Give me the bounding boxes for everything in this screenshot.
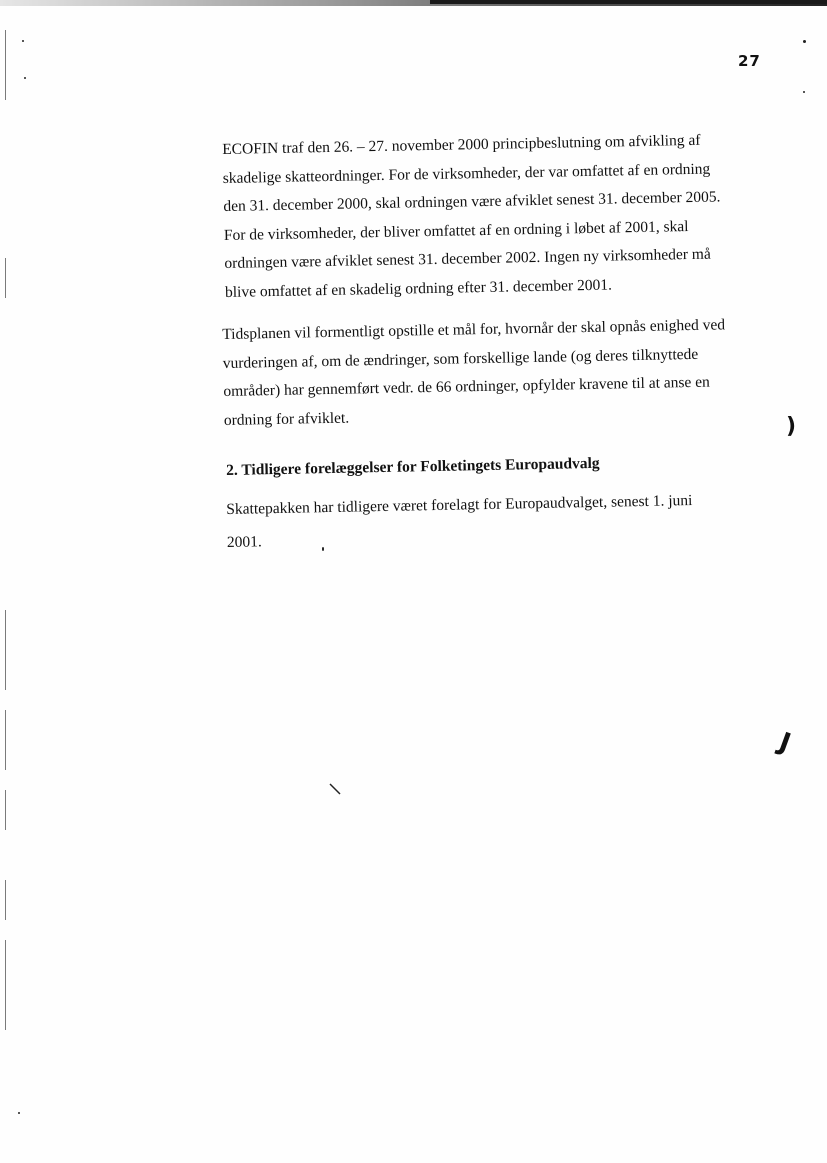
scan-speck <box>24 77 26 79</box>
text-line: områder) har gennemført vedr. de 66 ordninger, opfylder kravene til at anse en <box>223 373 711 401</box>
binding-mark: J <box>775 727 795 759</box>
text-line: Tidsplanen vil formentligt opstille et mål for, hvornår der skal opnås enighed ved <box>222 316 726 343</box>
scan-left-rule <box>5 790 6 830</box>
text-line: ordning for afviklet. <box>223 409 350 429</box>
section-heading: 2. Tidligere forelæggelser for Folketingets Europaudvalg <box>226 454 600 479</box>
text-line: Skattepakken har tidligere været forelagt for Europaudvalget, senest 1. juni <box>226 492 693 518</box>
scan-speck <box>803 40 806 43</box>
scan-left-rule <box>5 880 6 920</box>
scan-speck <box>803 91 805 93</box>
binding-mark: ) <box>786 414 797 439</box>
scan-speck <box>18 1112 20 1114</box>
page-number: 27 <box>738 52 761 70</box>
text-line: vurderingen af, om de ændringer, som forskellige lande (og deres tilknyttede <box>222 345 699 372</box>
scan-top-edge-dark <box>430 0 827 4</box>
scan-left-rule <box>5 710 6 770</box>
scan-left-rule <box>5 940 6 1030</box>
text-line: ordningen være afviklet senest 31. december 2002. Ingen ny virksomheder må <box>224 246 711 273</box>
paragraph-tidsplanen <box>222 310 784 435</box>
scan-left-rule <box>5 258 6 298</box>
paragraph-ecofin <box>222 125 785 307</box>
text-line: den 31. december 2000, skal ordningen være afviklet senest 31. december 2005. <box>223 188 721 216</box>
scan-speck <box>22 40 24 42</box>
text-line: ECOFIN traf den 26. – 27. november 2000 principbeslutning om afvikling af <box>222 131 701 158</box>
text-line: blive omfattet af en skadelig ordning efter 31. december 2001. <box>224 276 613 301</box>
stray-mark <box>328 782 344 798</box>
scan-left-rule <box>5 610 6 690</box>
scan-left-rule <box>5 30 6 100</box>
text-line: For de virksomheder, der bliver omfattet af en ordning i løbet af 2001, skal <box>223 217 689 244</box>
text-line: skadelige skatteordninger. For de virksomheder, der var omfattet af en ordning <box>222 160 711 187</box>
text-line: 2001. <box>226 533 262 551</box>
paragraph-skattepakken <box>226 482 787 559</box>
